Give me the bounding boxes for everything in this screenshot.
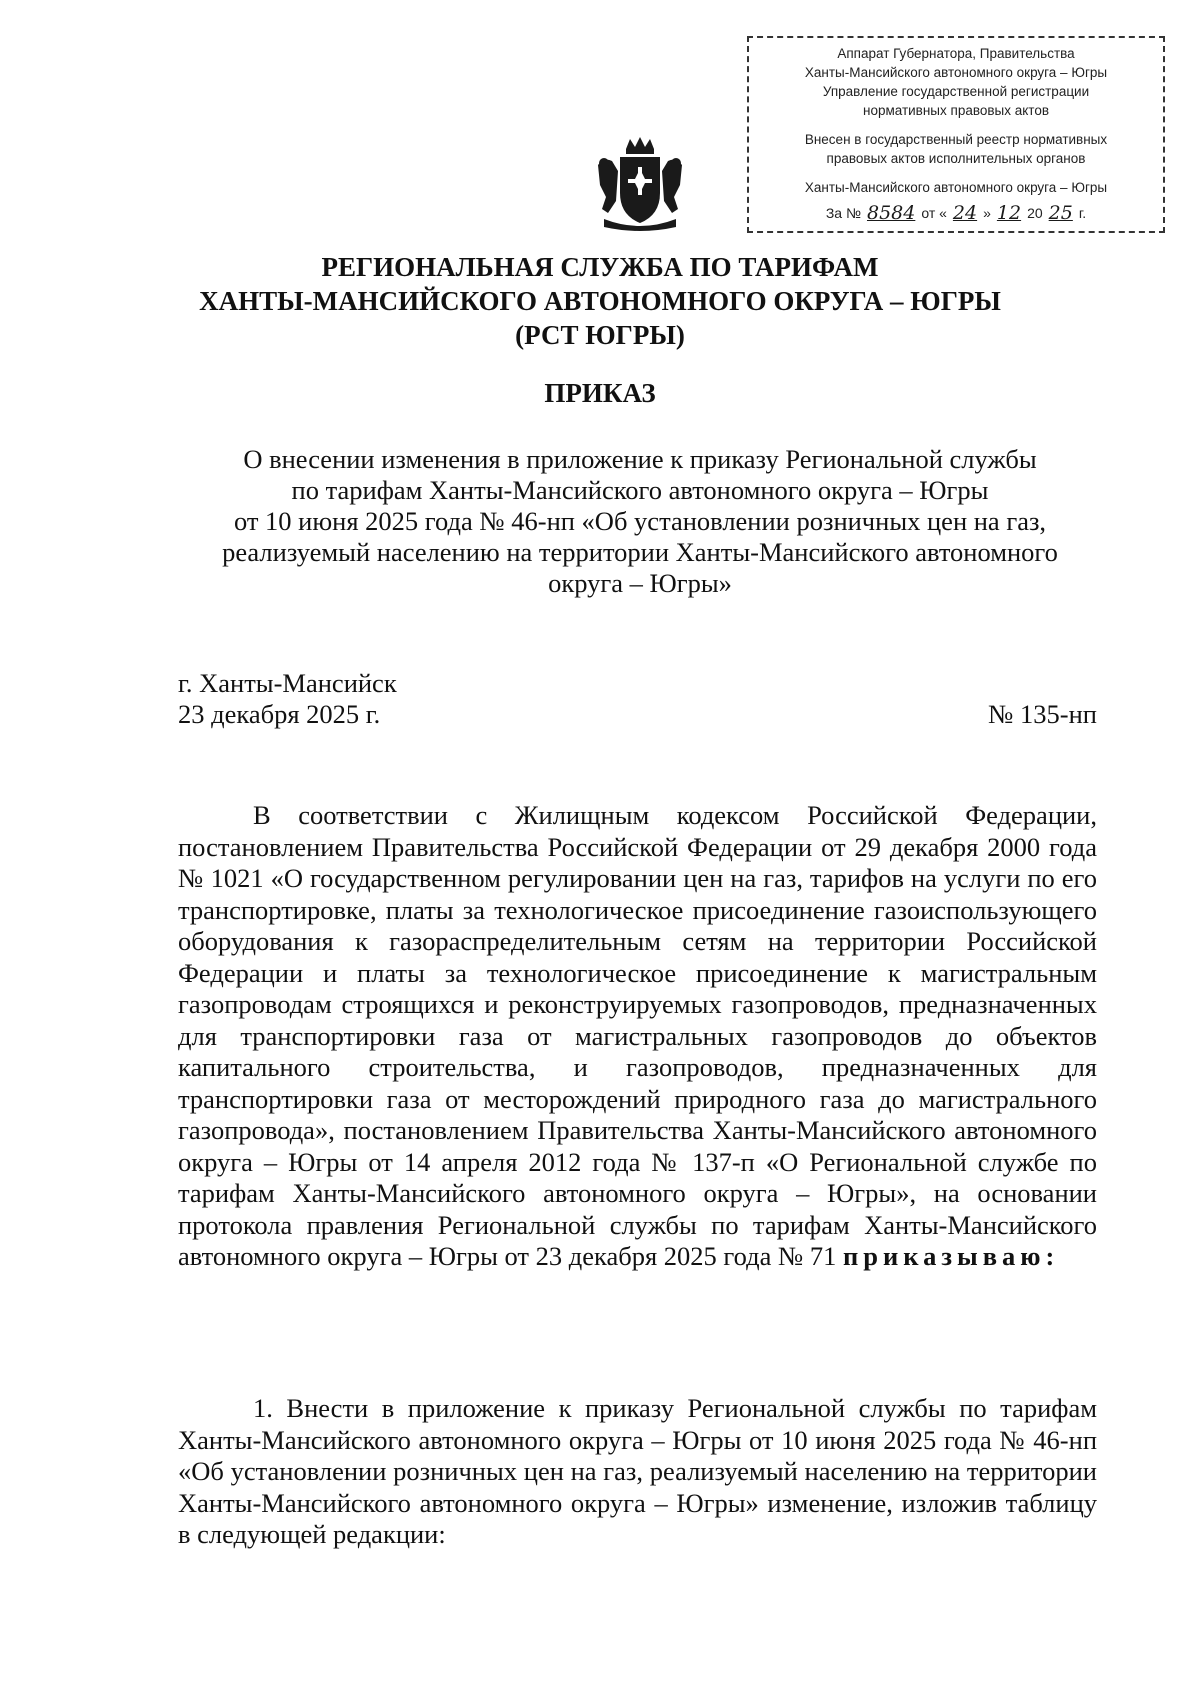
stamp-line: Аппарат Губернатора, Правительства bbox=[837, 46, 1075, 61]
date: 23 декабря 2025 г. bbox=[178, 699, 381, 729]
stamp-handwritten-year: 25 bbox=[1048, 202, 1073, 224]
stamp-line: Ханты-Мансийского автономного округа – Югры bbox=[804, 180, 1108, 195]
document-subject bbox=[170, 444, 1110, 599]
organization-title-line: РЕГИОНАЛЬНАЯ СЛУЖБА ПО ТАРИФАМ bbox=[321, 252, 879, 282]
stamp-year-suffix: г. bbox=[1078, 205, 1087, 221]
stamp-close-quote: » bbox=[983, 205, 991, 221]
organization-title bbox=[0, 250, 1200, 352]
subject-line: от 10 июня 2025 года № 46-нп «Об установлении розничных цен на газ, bbox=[233, 506, 1047, 536]
document-type: ПРИКАЗ bbox=[544, 378, 656, 408]
order-number: № 135-нп bbox=[988, 699, 1097, 729]
stamp-line: Ханты-Мансийского автономного округа – Югры bbox=[804, 65, 1108, 80]
body-paragraph-2: 1. Внести в приложение к приказу Региональной службы по тарифам Ханты-Мансийского автономного округа – Югры от 10 июня 2025 года № 46-нп «Об установлении розничных цен на газ, реализуемый населению на территории Ханты-Мансийского автономного округа – Югры» изменение, изложив таблицу в следующей редакции: bbox=[178, 1393, 1097, 1549]
body-paragraph-1 bbox=[178, 800, 1097, 1273]
subject-line: по тарифам Ханты-Мансийского автономного округа – Югры bbox=[291, 475, 989, 505]
place: г. Ханты-Мансийск bbox=[178, 668, 397, 698]
stamp-line: Управление государственной регистрации bbox=[822, 84, 1090, 99]
stamp-year-prefix: 20 bbox=[1027, 205, 1043, 221]
subject-line: О внесении изменения в приложение к приказу Региональной службы bbox=[243, 444, 1037, 474]
subject-line: реализуемый населению на территории Ханты-Мансийского автономного bbox=[222, 537, 1058, 567]
organization-title-line: ХАНТЫ-МАНСИЙСКОГО АВТОНОМНОГО ОКРУГА – ЮГРЫ bbox=[199, 286, 1001, 316]
stamp-handwritten-day: 24 bbox=[952, 202, 978, 224]
stamp-handwritten-number: 8584 bbox=[866, 202, 916, 224]
stamp-handwritten-month: 12 bbox=[996, 202, 1022, 224]
stamp-from: от « bbox=[921, 205, 947, 221]
order-directive: приказываю: bbox=[842, 1241, 1060, 1271]
stamp-line: нормативных правовых актов bbox=[862, 103, 1050, 118]
stamp-line: Внесен в государственный реестр нормативных bbox=[804, 132, 1108, 147]
coat-of-arms-icon bbox=[590, 135, 690, 235]
organization-title-line: (РСТ ЮГРЫ) bbox=[515, 320, 685, 350]
registration-stamp bbox=[747, 36, 1165, 233]
stamp-line: правовых актов исполнительных органов bbox=[826, 151, 1086, 166]
place-and-date bbox=[178, 668, 397, 730]
subject-line: округа – Югры» bbox=[548, 568, 732, 598]
stamp-registration-number bbox=[749, 204, 1163, 223]
stamp-num-prefix: За № bbox=[825, 205, 861, 221]
body-paragraph-1-text: В соответствии с Жилищным кодексом Российской Федерации, постановлением Правительства Российской Федерации от 29 декабря 2000 года № 1021 «О государственном регулировании цен на газ, тарифов на услуги по его транспортировке, платы за технологическое присоединение газоиспользующего оборудования к газораспределительным сетям на территории Российской Федерации и платы за технологическое присоединение к магистральным газопроводам строящихся и реконструируемых газопроводов, предназначенных для транспортировки газа от магистральных газопроводов до объектов капитального строительства, и газопроводов, предназначенных для транспортировки газа от месторождений природного газа до магистрального газопровода», постановлением Правительства Ханты-Мансийского автономного округа – Югры от 14 апреля 2012 года № 137-п «О Региональной службе по тарифам Ханты-Мансийского автономного округа – Югры», на основании протокола правления Региональной службы по тарифам Ханты-Мансийского автономного округа – Югры от 23 декабря 2025 года № 71 bbox=[178, 800, 1097, 1271]
